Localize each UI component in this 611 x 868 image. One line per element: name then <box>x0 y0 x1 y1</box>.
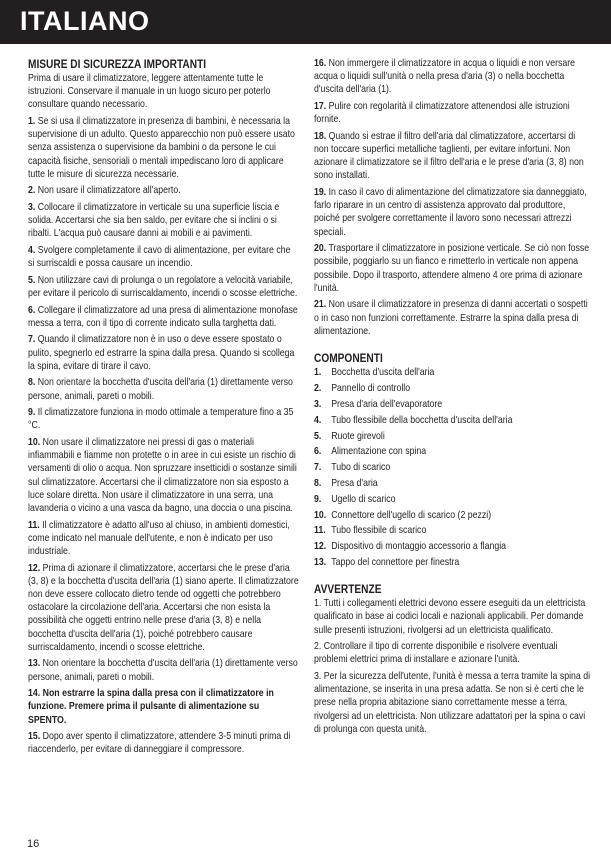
safety-item-number: 6. <box>28 304 36 316</box>
component-number: 1. <box>314 367 322 379</box>
component-number: 6. <box>314 446 322 458</box>
safety-item-number: 2. <box>28 185 36 197</box>
component-label: Presa d'aria dell'evaporatore <box>331 399 443 410</box>
safety-item <box>28 730 299 756</box>
component-label: Presa d'aria <box>331 477 378 489</box>
safety-item-text: Dopo aver spento il climatizzatore, attendere 3-5 minuti prima di riaccenderlo, per evitare di danneggiare il compressore. <box>28 731 291 756</box>
component-label: Tubo flessibile della bocchetta d'uscita dell'aria <box>331 414 513 426</box>
safety-item-text: Quando si estrae il filtro dell'aria dal climatizzatore, accertarsi di non toccare superfici metalliche taglienti, per evitare infortuni. Non azionare il climatizzatore se il filtro dell'aria e le prese d'aria (3, 8) non sono installati. <box>314 130 584 182</box>
component-item <box>314 382 592 395</box>
safety-list-continued <box>314 57 592 338</box>
safety-item <box>314 100 592 126</box>
safety-item-number: 11. <box>28 519 40 531</box>
right-column <box>314 57 592 739</box>
safety-item <box>28 304 299 330</box>
component-number: 4. <box>314 414 322 426</box>
safety-intro: Prima di usare il climatizzatore, leggere attentamente tutte le istruzioni. Conservare il manuale in un luogo sicuro per poterlo consultare quando necessario. <box>28 73 271 111</box>
safety-item <box>28 184 299 197</box>
safety-item <box>28 376 299 402</box>
safety-item-text: Collegare il climatizzatore ad una presa di alimentazione monofase messa a terra, con il tipo di corrente indicato sulla targhetta dati. <box>28 304 298 329</box>
safety-item-number: 18. <box>314 130 327 142</box>
safety-item-number: 14. <box>28 688 41 700</box>
safety-item-text: Non orientare la bocchetta d'uscita dell'aria (1) direttamente verso persone, animali, pareti o mobili. <box>28 658 298 683</box>
component-label: Ruote girevoli <box>331 430 385 442</box>
component-label: Alimentazione con spina <box>331 446 427 458</box>
component-label: Tappo del connettore per finestra <box>331 556 460 568</box>
safety-item-number: 21. <box>314 299 327 311</box>
safety-item <box>314 298 592 338</box>
safety-item-text: Non utilizzare cavi di prolunga o un regolatore a velocità variabile, per evitare il pericolo di surriscaldamento, incendi o scosse elettriche. <box>28 274 298 299</box>
safety-item <box>28 244 299 270</box>
safety-item-text: Non immergere il climatizzatore in acqua o liquidi e non versare acqua o liquidi sull'unità o nella presa d'aria (3) o nella bocchetta d'uscita dell'aria (1). <box>314 58 576 96</box>
component-item <box>314 493 592 506</box>
component-number: 9. <box>314 493 322 505</box>
warning-item: 1. Tutti i collegamenti elettrici devono essere eseguiti da un elettricista qualificato in base ai codici locali e nazionali applicabili. Per domande sulle presenti istruzioni, rivolgersi ad un elettricista qualificato. <box>314 598 586 636</box>
safety-item-number: 16. <box>314 58 327 69</box>
language-header <box>0 0 611 44</box>
safety-item <box>28 406 299 432</box>
safety-list <box>28 115 299 757</box>
component-label: Pannello di controllo <box>331 383 411 395</box>
safety-item-number: 4. <box>28 245 36 256</box>
safety-item <box>28 274 299 300</box>
safety-item <box>314 242 592 295</box>
safety-item-text: Collocare il climatizzatore in verticale su una superficie liscia e solida. Accertarsi che sia ben saldo, per evitare che si inclini o si ribalti. L'acqua può causare danni ai mobili e ai pavimenti. <box>28 202 280 240</box>
safety-item-text: Svolgere completamente il cavo di alimentazione, per evitare che si surriscaldi e possa causare un incendio. <box>28 245 291 270</box>
left-column <box>28 57 299 760</box>
safety-item-text: In caso il cavo di alimentazione del climatizzatore sia danneggiato, farlo riparare in un centro di assistenza approvato dal produttore, poiché per svolgere correttamente il lavoro sono necessari attrezzi speciali. <box>314 187 587 238</box>
component-item <box>314 414 592 427</box>
safety-item-number: 20. <box>314 243 327 255</box>
safety-item-text: Pulire con regolarità il climatizzatore attenendosi alle istruzioni fornite. <box>314 101 570 126</box>
component-number: 13. <box>314 556 327 568</box>
component-number: 11. <box>314 525 326 537</box>
safety-item-number: 8. <box>28 377 36 389</box>
safety-item-text: Non usare il climatizzatore all'aperto. <box>35 185 181 197</box>
safety-item-number: 3. <box>28 202 36 213</box>
component-item <box>314 461 592 474</box>
safety-item <box>314 57 592 97</box>
safety-item-number: 10. <box>28 436 41 448</box>
page-number: 16 <box>27 838 40 850</box>
section-title-warnings: AVVERTENZE <box>314 582 382 597</box>
warning-item: 3. Per la sicurezza dell'utente, l'unità è messa a terra tramite la spina di alimentazione, se inserita in una presa adatta. Se non si è certi che le prese nella propria abitazione siano correttamente messe a terra, rivolgersi ad un elettricista. Non utilizzare adattatori per la spina o cavi di prolunga con questa unità. <box>314 670 591 735</box>
component-number: 12. <box>314 541 327 553</box>
warning-item: 2. Controllare il tipo di corrente disponibile e risolvere eventuali problemi elettrici prima di installare e azionare l'unità. <box>314 641 558 666</box>
safety-item <box>28 436 299 515</box>
safety-item <box>28 687 299 727</box>
safety-item-text: Non usare il climatizzatore nei pressi di gas o materiali infiammabili e fiamme non protette o in aree in cui esiste un rischio di versamenti di olio o acqua. Non spruzzare insetticidi o sostanze simili sul climatizzatore. Accertarsi che il climatizzatore non sia esposto a luce solare diretta. Non usare il climatizzatore in una serra, una lavanderia o vicino a una vasca da bagno, una doccia o una piscina. <box>28 436 297 514</box>
safety-item-number: 19. <box>314 187 327 198</box>
component-number: 3. <box>314 399 322 410</box>
safety-item-text: Se si usa il climatizzatore in presenza di bambini, è necessaria la supervisione di un adulto. Questo apparecchio non può essere usato senza assistenza o supervisione da bambini o da persone le cui capacità fisiche, sensoriali o mentali impediscano loro di applicare tutte le misure di sicurezza necessarie. <box>28 116 295 180</box>
component-label: Bocchetta d'uscita dell'aria <box>331 367 435 379</box>
safety-item <box>28 201 299 241</box>
safety-item-number: 7. <box>28 334 36 346</box>
safety-item-text: Il climatizzatore funziona in modo ottimale a temperature fino a 35 °C. <box>28 407 294 432</box>
safety-item-number: 15. <box>28 731 41 743</box>
safety-item-number: 17. <box>314 101 327 112</box>
component-item <box>314 430 592 443</box>
component-item <box>314 556 592 569</box>
safety-item-text: Quando il climatizzatore non è in uso o deve essere spostato o pulito, spegnerlo ed estrarre la spina dalla presa. Quando si scollega la spina, evitare di tirare il cavo. <box>28 334 295 372</box>
page-title: ITALIANO <box>20 6 150 36</box>
component-item <box>314 366 592 379</box>
safety-item <box>28 657 299 683</box>
safety-item <box>28 115 299 181</box>
components-list <box>314 366 592 569</box>
component-number: 7. <box>314 462 322 474</box>
component-number: 8. <box>314 477 322 489</box>
safety-item <box>28 562 299 654</box>
safety-item <box>314 130 592 183</box>
component-item <box>314 509 592 522</box>
safety-item-text: Trasportare il climatizzatore in posizione verticale. Se ciò non fosse possibile, poggiarlo su un fianco e rimetterlo in verticale non appena possibile. Dopo il trasporto, attendere almeno 4 ore prima di azionare l'unità. <box>314 243 590 294</box>
safety-item-number: 12. <box>28 562 41 574</box>
safety-item-number: 5. <box>28 274 36 286</box>
safety-item-number: 13. <box>28 658 41 670</box>
component-item <box>314 524 592 537</box>
component-item <box>314 477 592 490</box>
component-item <box>314 445 592 458</box>
safety-item-text: Non estrarre la spina dalla presa con il climatizzatore in funzione. Premere prima il pulsante di alimentazione su SPENTO. <box>28 688 274 726</box>
safety-item-number: 1. <box>28 116 36 127</box>
component-number: 10. <box>314 509 327 521</box>
safety-item <box>28 519 299 559</box>
component-item <box>314 540 592 553</box>
component-number: 5. <box>314 430 322 442</box>
component-number: 2. <box>314 383 322 395</box>
section-title-components: COMPONENTI <box>314 351 383 366</box>
component-label: Tubo di scarico <box>331 462 391 474</box>
safety-item-text: Prima di azionare il climatizzatore, accertarsi che le prese d'aria (3, 8) e la bocchetta d'uscita dell'aria (1) siano aperte. Il climatizzatore non deve essere collocato dietro tende od oggetti che potrebbero ostacolare la circolazione dell'aria. Accertarsi che non esista la possibilità che oggetti entrino nelle prese d'aria (3, 8) e nella bocchetta d'uscita dell'aria (1), poiché potrebbero causare surriscaldamento, incendi o scosse elettriche. <box>28 562 299 653</box>
safety-item-number: 9. <box>28 407 36 419</box>
safety-item <box>28 333 299 373</box>
component-label: Connettore dell'ugello di scarico (2 pezzi) <box>331 509 492 521</box>
component-label: Tubo flessibile di scarico <box>331 525 427 537</box>
safety-item-text: Il climatizzatore è adatto all'uso al chiuso, in ambienti domestici, come indicato nel manuale dell'utente, e non è indicato per uso industriale. <box>28 519 290 557</box>
warnings-list <box>314 597 592 736</box>
safety-item <box>314 186 592 239</box>
component-label: Dispositivo di montaggio accessorio a flangia <box>331 541 507 553</box>
safety-item-text: Non orientare la bocchetta d'uscita dell'aria (1) direttamente verso persone, animali, pareti o mobili. <box>28 377 293 402</box>
section-title-safety: MISURE DI SICUREZZA IMPORTANTI <box>28 57 207 71</box>
component-item <box>314 398 592 411</box>
safety-item-text: Non usare il climatizzatore in presenza di danni accertati o sospetti o in caso non funzioni correttamente. Estrarre la spina dalla presa di alimentazione. <box>314 299 588 337</box>
component-label: Ugello di scarico <box>331 493 396 505</box>
